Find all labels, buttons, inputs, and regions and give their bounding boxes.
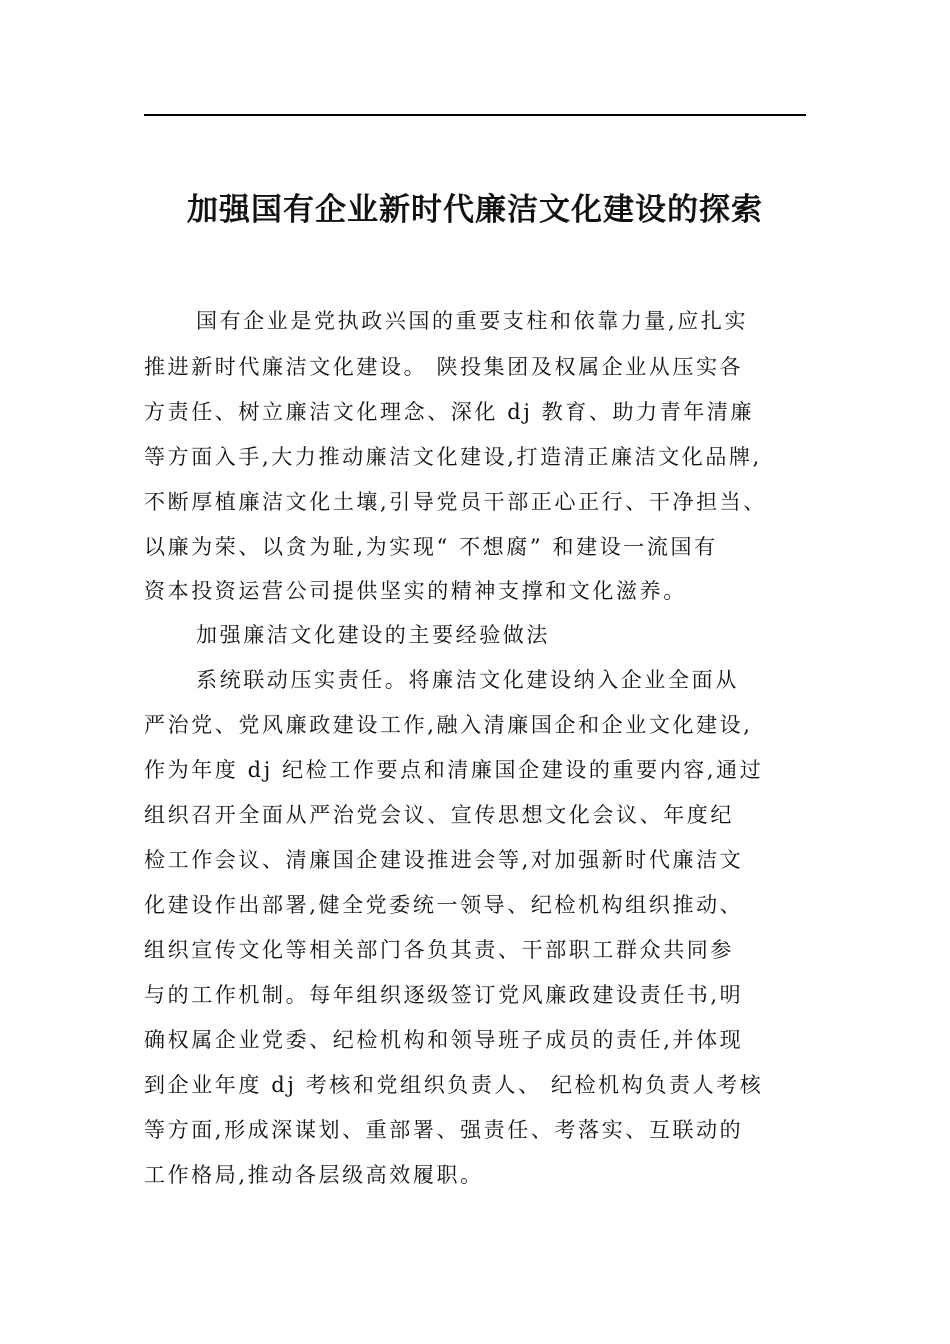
body-line: 检工作会议、清廉国企建设推进会等,对加强新时代廉洁文 [144,848,744,872]
section-heading: 加强廉洁文化建设的主要经验做法 [196,623,550,647]
document-title: 加强国有企业新时代廉洁文化建设的探索 [187,192,763,228]
body-line: 国有企业是党执政兴国的重要支柱和依靠力量,应扎实 [196,309,749,333]
body-line: 作为年度 dj 纪检工作要点和清廉国企建设的重要内容,通过 [144,758,764,782]
body-line: 确权属企业党委、纪检机构和领导班子成员的责任,并体现 [144,1028,744,1052]
body-line: 以廉为荣、以贪为耻,为实现“ 不想腐” 和建设一流国有 [144,535,718,559]
body-line: 工作格局,推动各层级高效履职。 [144,1163,484,1187]
body-line: 推进新时代廉洁文化建设。 陕投集团及权属企业从压实各 [144,355,744,379]
body-line: 与的工作机制。每年组织逐级签订党风廉政建设责任书,明 [144,983,744,1007]
body-line: 到企业年度 dj 考核和党组织负责人、 纪检机构负责人考核 [144,1073,764,1097]
header-rule [144,114,806,116]
body-line: 化建设作出部署,健全党委统一领导、纪检机构组织推动、 [144,893,744,917]
body-line: 方责任、树立廉洁文化理念、深化 dj 教育、助力青年清廉 [144,400,755,424]
body-line: 等方面,形成深谋划、重部署、强责任、考落实、互联动的 [144,1118,744,1142]
body-line: 严治党、党风廉政建设工作,融入清廉国企和企业文化建设, [144,713,753,737]
body-line: 组织召开全面从严治党会议、宣传思想文化会议、年度纪 [144,803,734,827]
body-line: 组织宣传文化等相关部门各负其责、干部职工群众共同参 [144,938,734,962]
body-line: 资本投资运营公司提供坚实的精神支撑和文化滋养。 [144,579,687,603]
body-line: 等方面入手,大力推动廉洁文化建设,打造清正廉洁文化品牌, [144,445,762,469]
body-line: 系统联动压实责任。将廉洁文化建设纳入企业全面从 [196,668,739,692]
body-line: 不断厚植廉洁文化土壤,引导党员干部正心正行、干净担当、 [144,490,767,514]
